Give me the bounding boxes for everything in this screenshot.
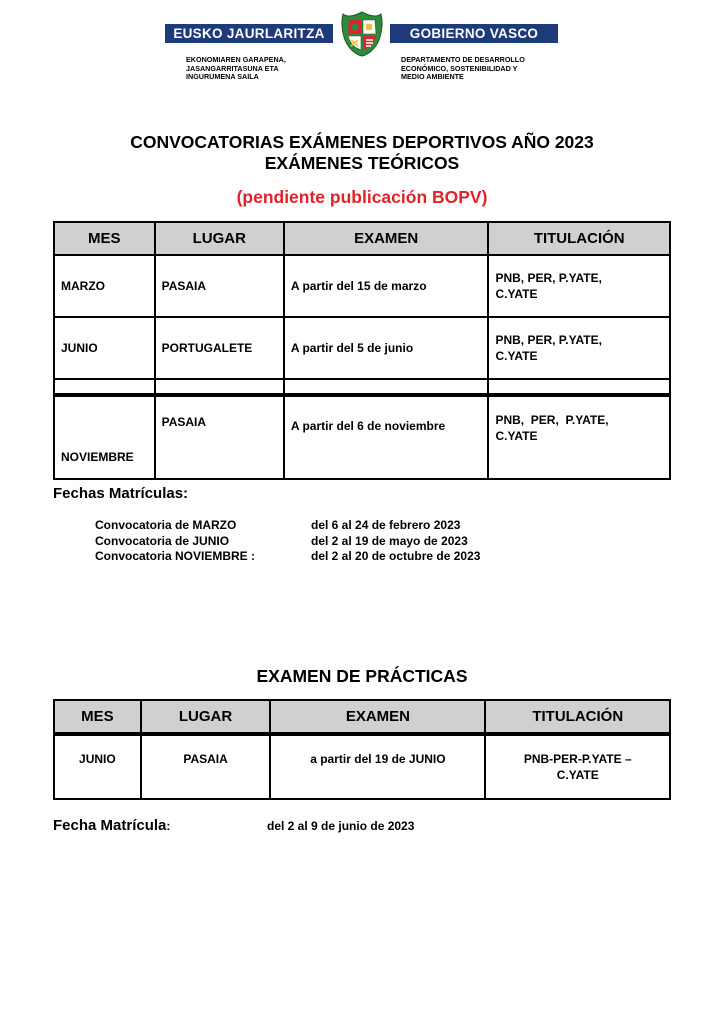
cell-lugar: PASAIA [155, 255, 284, 317]
cell-titulacion: PNB, PER, P.YATE, C.YATE [488, 395, 670, 479]
table-header-row [54, 700, 670, 734]
document-subtitle: EXÁMENES TEÓRICOS [264, 153, 460, 173]
table-empty-row [54, 379, 670, 395]
cell-lugar: PASAIA [141, 734, 271, 799]
table-header-row [54, 222, 670, 255]
header-mes: MES [54, 700, 141, 734]
cell-lugar: PASAIA [155, 395, 284, 479]
document-title: CONVOCATORIAS EXÁMENES DEPORTIVOS AÑO 2023 [130, 132, 594, 152]
cell-titulacion: PNB-PER-P.YATE – C.YATE [485, 734, 670, 799]
cell-mes: JUNIO [54, 317, 155, 379]
enrollment-convocatoria: Convocatoria NOVIEMBRE : [95, 549, 256, 563]
cell-examen: A partir del 15 de marzo [284, 255, 489, 317]
practice-enrollment-label: Fecha Matrícula: [53, 817, 171, 834]
table-row [54, 395, 670, 479]
cell-titulacion: PNB, PER, P.YATE, C.YATE [488, 255, 670, 317]
cell-lugar: PORTUGALETE [155, 317, 284, 379]
table-row [54, 255, 670, 317]
basque-coat-of-arms-icon [337, 10, 387, 58]
cell-mes: JUNIO [54, 734, 141, 799]
government-banner [165, 10, 558, 58]
table-row [54, 317, 670, 379]
table-row [54, 734, 670, 799]
enrollment-convocatoria: Convocatoria de JUNIO [95, 534, 230, 548]
enrollment-period: del 2 al 19 de mayo de 2023 [311, 534, 468, 548]
department-name-spanish: DEPARTAMENTO DE DESARROLLO ECONÓMICO, SOSTENIBILIDAD Y MEDIO AMBIENTE [401, 55, 525, 82]
publication-status-note: (pendiente publicación BOPV) [236, 187, 488, 207]
cell-mes: MARZO [54, 255, 155, 317]
header-titulacion: TITULACIÓN [485, 700, 670, 734]
spanish-government-bar: GOBIERNO VASCO [390, 24, 558, 43]
theory-exams-table [53, 221, 671, 480]
practice-exam-table [53, 699, 671, 800]
header-examen: EXAMEN [270, 700, 485, 734]
header-titulacion: TITULACIÓN [488, 222, 670, 255]
practice-exam-title: EXAMEN DE PRÁCTICAS [256, 666, 468, 686]
header-examen: EXAMEN [284, 222, 489, 255]
cell-examen: A partir del 5 de junio [284, 317, 489, 379]
cell-mes: NOVIEMBRE [54, 395, 155, 479]
enrollment-convocatoria: Convocatoria de MARZO [95, 518, 237, 532]
cell-titulacion: PNB, PER, P.YATE, C.YATE [488, 317, 670, 379]
cell-examen: a partir del 19 de JUNIO [270, 734, 485, 799]
enrollment-period: del 2 al 20 de octubre de 2023 [311, 549, 481, 563]
header-lugar: LUGAR [155, 222, 284, 255]
enrollment-period: del 6 al 24 de febrero 2023 [311, 518, 461, 532]
header-lugar: LUGAR [141, 700, 271, 734]
practice-enrollment-dates: del 2 al 9 de junio de 2023 [267, 819, 415, 833]
department-name-basque: EKONOMIAREN GARAPENA, JASANGARRITASUNA ETA INGURUMENA SAILA [186, 55, 286, 82]
enrollment-dates-label: Fechas Matrículas: [53, 485, 189, 502]
header-mes: MES [54, 222, 155, 255]
basque-government-bar: EUSKO JAURLARITZA [165, 24, 333, 43]
cell-examen: A partir del 6 de noviembre [284, 395, 489, 479]
